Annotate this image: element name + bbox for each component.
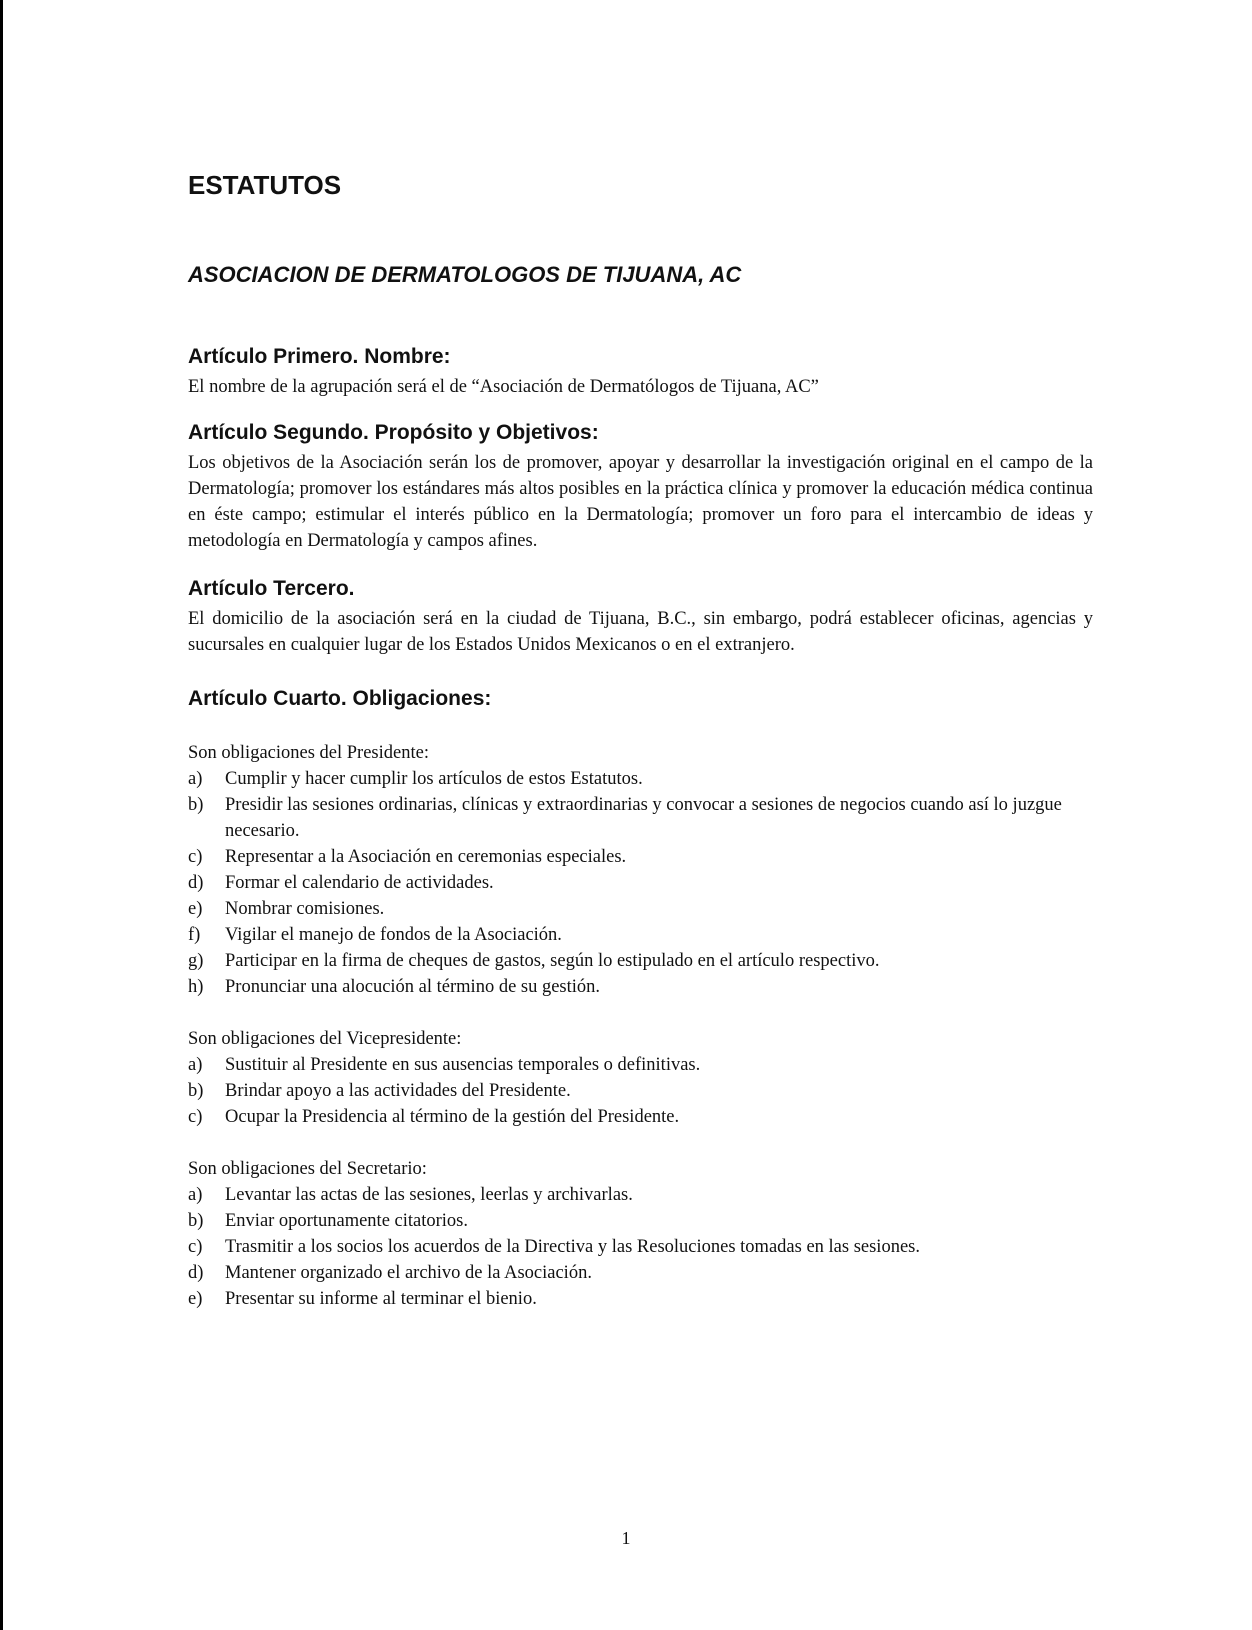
obligations-vicepresidente [188,1026,1093,1130]
item-text: Vigilar el manejo de fondos de la Asociación. [225,925,562,945]
list-item [188,1078,1093,1104]
document-page [188,150,1093,1312]
item-letter: d) [188,873,204,893]
item-letter: a) [188,769,203,789]
item-text: Mantener organizado el archivo de la Asociación. [225,1263,592,1283]
document-title: ESTATUTOS [188,170,342,200]
article-heading: Artículo Segundo. Propósito y Objetivos: [188,421,599,444]
list-item [188,1104,1093,1130]
obligations-secretario [188,1156,1093,1312]
list-item [188,792,1093,844]
obligations-presidente [188,740,1093,1000]
item-text: Presidir las sesiones ordinarias, clínicas y extraordinarias y convocar a sesiones de negocios cuando así lo juzgue necesario. [225,795,1062,841]
list-item [188,1208,1093,1234]
item-letter: h) [188,977,204,997]
item-text: Nombrar comisiones. [225,899,385,919]
item-text: Brindar apoyo a las actividades del Presidente. [225,1081,571,1101]
article-cuarto [188,686,1093,712]
list-item [188,1052,1093,1078]
list-item [188,1260,1093,1286]
list-item [188,844,1093,870]
article-heading: Artículo Primero. Nombre: [188,345,451,368]
list-intro: Son obligaciones del Vicepresidente: [188,1029,462,1049]
item-letter: f) [188,925,201,945]
association-title: ASOCIACION DE DERMATOLOGOS DE TIJUANA, AC [188,262,742,287]
item-text: Sustituir al Presidente en sus ausencias temporales o definitivas. [225,1055,701,1075]
article-body: Los objetivos de la Asociación serán los de promover, apoyar y desarrollar la investigación original en el campo de la Dermatología; promover los estándares más altos posibles en la práctica clínica y promover la educación médica continua en éste campo; estimular el interés público en la Dermatología; promover un foro para el intercambio de ideas y metodología en Dermatología y campos afines. [188,453,1093,551]
article-tercero [188,576,1093,658]
article-body: El domicilio de la asociación será en la ciudad de Tijuana, B.C., sin embargo, podrá establecer oficinas, agencias y sucursales en cualquier lugar de los Estados Unidos Mexicanos o en el extranjero. [188,609,1093,655]
item-letter: e) [188,899,203,919]
list-item [188,1182,1093,1208]
item-text: Formar el calendario de actividades. [225,873,494,893]
item-text: Ocupar la Presidencia al término de la gestión del Presidente. [225,1107,680,1127]
list-item [188,766,1093,792]
list-item [188,974,1093,1000]
item-letter: d) [188,1263,204,1283]
obligations-list [188,766,1093,1000]
item-text: Participar en la firma de cheques de gastos, según lo estipulado en el artículo respectivo. [225,951,880,971]
list-item [188,922,1093,948]
item-text: Enviar oportunamente citatorios. [225,1211,468,1231]
obligations-list [188,1182,1093,1312]
list-intro: Son obligaciones del Secretario: [188,1159,427,1179]
item-letter: b) [188,1211,204,1231]
item-letter: g) [188,951,204,971]
item-text: Levantar las actas de las sesiones, leerlas y archivarlas. [225,1185,633,1205]
page-number: 1 [621,1528,631,1548]
list-item [188,948,1093,974]
item-text: Presentar su informe al terminar el bienio. [225,1289,537,1309]
item-text: Pronunciar una alocución al término de su gestión. [225,977,601,997]
item-letter: c) [188,1107,203,1127]
article-heading: Artículo Tercero. [188,577,355,600]
article-heading: Artículo Cuarto. Obligaciones: [188,687,492,710]
item-letter: a) [188,1055,203,1075]
item-letter: a) [188,1185,203,1205]
item-text: Representar a la Asociación en ceremonias especiales. [225,847,627,867]
obligations-list [188,1052,1093,1130]
scan-left-edge [0,0,3,1630]
item-text: Trasmitir a los socios los acuerdos de la Directiva y las Resoluciones tomadas en las sesiones. [225,1237,920,1257]
item-letter: b) [188,1081,204,1101]
item-letter: c) [188,1237,203,1257]
item-letter: c) [188,847,203,867]
list-intro: Son obligaciones del Presidente: [188,743,429,763]
item-letter: e) [188,1289,203,1309]
article-primero [188,344,1093,400]
item-text: Cumplir y hacer cumplir los artículos de estos Estatutos. [225,769,643,789]
item-letter: b) [188,795,204,815]
list-item [188,896,1093,922]
list-item [188,1286,1093,1312]
article-body: El nombre de la agrupación será el de “Asociación de Dermatólogos de Tijuana, AC” [188,377,819,397]
article-segundo [188,420,1093,554]
list-item [188,870,1093,896]
list-item [188,1234,1093,1260]
